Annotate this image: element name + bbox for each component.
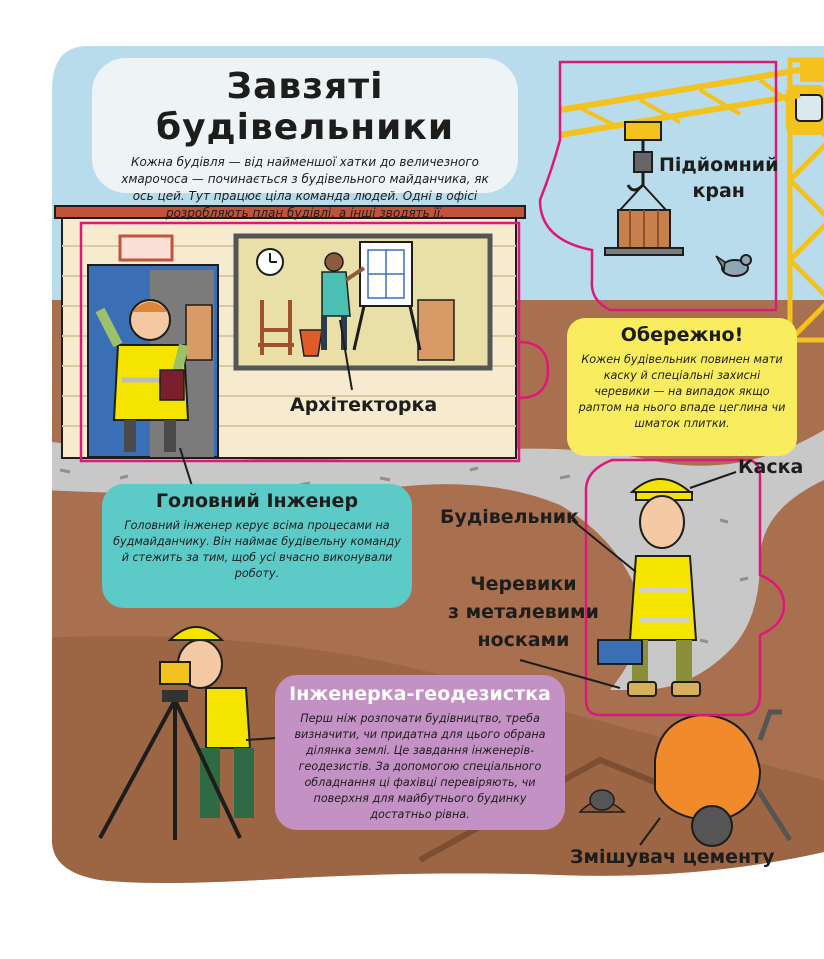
chief-engineer-card xyxy=(102,484,412,608)
surveyor-card xyxy=(275,675,565,830)
helmet-label: Каска xyxy=(738,456,804,478)
crane-label xyxy=(659,152,778,204)
boots-label-line1: Черевики xyxy=(470,573,577,595)
boots-label xyxy=(448,570,599,654)
builder-label: Будівельник xyxy=(440,506,579,528)
boots-label-line2: з металевими xyxy=(448,601,599,623)
careful-card xyxy=(567,318,797,456)
crane-label-line1: Підйомний xyxy=(659,154,779,176)
careful-title: Обережно! xyxy=(620,324,744,346)
title-card xyxy=(92,58,518,220)
chief-engineer-text: Головний інженер керує всіма процесами на будмайданчику. Він наймає будівельну команду й стежить за тим, щоб усі вчасно виконували роботу. xyxy=(113,519,401,580)
surveyor-title: Інженерка-геодезистка xyxy=(289,683,551,705)
site-office xyxy=(55,206,525,458)
surveyor-text: Перш ніж розпочати будівництво, треба визначити, чи придатна для цього обрана ділянка землі. Це завдання інженерів-геодезистів. За допомогою спеціального обладнання ці фахівці перевіряють, чи поверхня для майбутнього будинку достатньо рівна. xyxy=(294,712,546,821)
boots-label-line3: носками xyxy=(477,629,570,651)
crane-label-line2: кран xyxy=(692,180,745,202)
page-title: Завзяті будівельники xyxy=(155,66,455,148)
intro-text: Кожна будівля — від найменшої хатки до величезного хмарочоса — починається з будівельного майданчика, як ось цей. Тут працює ціла команда людей. Одні в офісі розробляють план будівлі, а інші зводять її. xyxy=(121,155,489,220)
architect-label: Архітекторка xyxy=(290,394,438,416)
careful-text: Кожен будівельник повинен мати каску й спеціальні захисні черевики — на випадок якщо раптом на нього впаде цеглина чи шматок плитки. xyxy=(578,353,786,430)
mixer-label: Змішувач цементу xyxy=(570,846,775,868)
chief-engineer-title: Головний Інженер xyxy=(155,490,359,512)
